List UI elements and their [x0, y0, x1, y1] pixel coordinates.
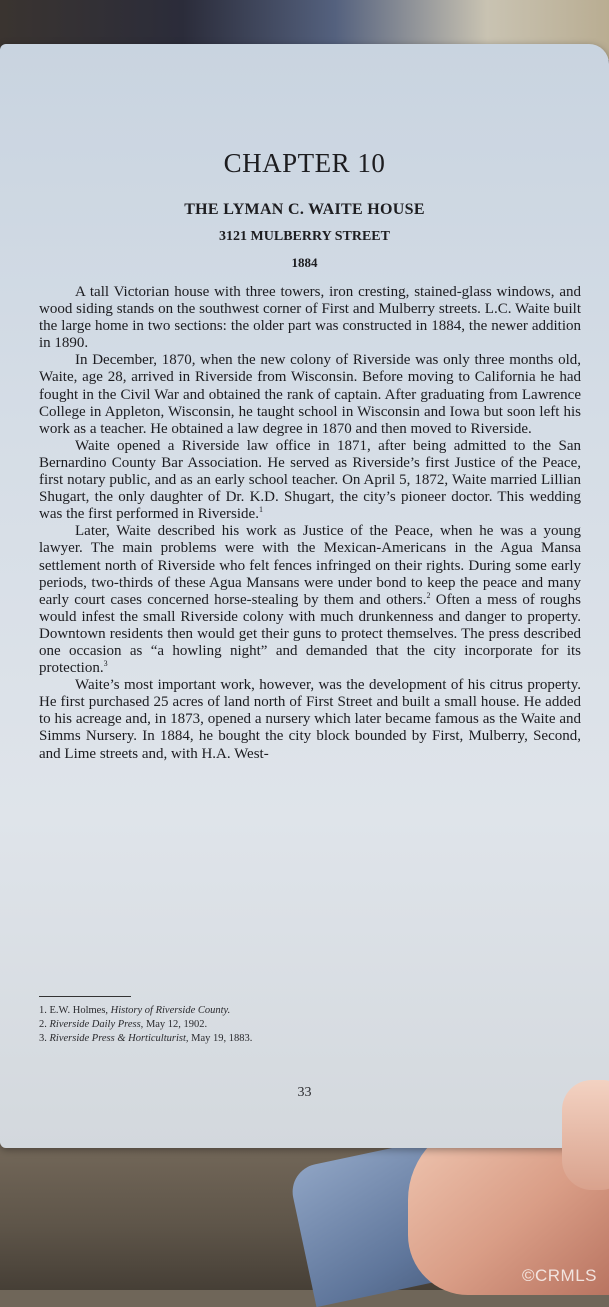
footnote-divider [39, 996, 131, 997]
footnote-ref: 1 [258, 505, 263, 515]
house-address: 3121 MULBERRY STREET [219, 229, 390, 244]
watermark: ©CRMLS [521, 1266, 597, 1285]
page-number: 33 [297, 1085, 312, 1100]
paragraph: Waite’s most important work, however, was the development of his citrus property. He first purchased 25 acres of land north of First Street and built a small house. He added to his acreage and, in 1873, opened a nursery which later became famous as the Waite and Simms Nursery. In 1884, he bought the city block bounded by First, Mulberry, Second, and Lime streets and, with H.A. West- [39, 677, 581, 762]
house-year: 1884 [291, 255, 318, 270]
chapter-body [39, 284, 581, 763]
footnote: 1. E.W. Holmes, History of Riverside County. [39, 1005, 231, 1016]
footnotes [39, 1004, 459, 1046]
footnote: 2. Riverside Daily Press, May 12, 1902. [39, 1019, 208, 1030]
paragraph: In December, 1870, when the new colony of Riverside was only three months old, Waite, age 28, arrived in Riverside from Wisconsin. Before moving to California he had fought in the Civil War and obtained the rank of captain. After graduating from Lawrence College in Appleton, Wisconsin, he taught school in Wisconsin and Iowa but soon left his work as a teacher. He obtained a law degree in 1870 and then moved to Riverside. [39, 352, 581, 437]
paragraph: A tall Victorian house with three towers, iron cresting, stained-glass windows, and wood siding stands on the southwest corner of First and Mulberry streets. L.C. Waite built the large home in two sections: the older part was constructed in 1884, the newer addition in 1890. [39, 284, 581, 352]
chapter-heading: CHAPTER 10 [223, 148, 386, 178]
paragraph: Later, Waite described his work as Justice of the Peace, when he was a young lawyer. The main problems were with the Mexican-Americans in the Agua Mansa settlement north of Riverside who felt fences infringed on their rights. During some early periods, two-thirds of these Agua Mansans were under bond to keep the peace and many early court cases concerned horse-stealing by them and others.$^2$ Often a mess of roughs would infest the small Riverside colony with much drunkenness and danger to property. Downtown residents then would get their guns to protect themselves. The press described one occasion as “a howling night” and demanded that the city incorporate for its protection.$^3$ [39, 523, 581, 677]
footnote-ref: 2 [426, 590, 431, 600]
footnote-ref: 3 [103, 659, 108, 669]
footnote: 3. Riverside Press & Horticulturist, May 19, 1883. [39, 1033, 253, 1044]
house-title: THE LYMAN C. WAITE HOUSE [184, 201, 425, 218]
paragraph: Waite opened a Riverside law office in 1871, after being admitted to the San Bernardino County Bar Association. He served as Riverside’s first Justice of the Peace, first notary public, and as an early school teacher. On April 5, 1872, Waite married Lillian Shugart, the only daughter of Dr. K.D. Shugart, the city’s pioneer doctor. This wedding was the first performed in Riverside.$^1$ [39, 437, 581, 523]
